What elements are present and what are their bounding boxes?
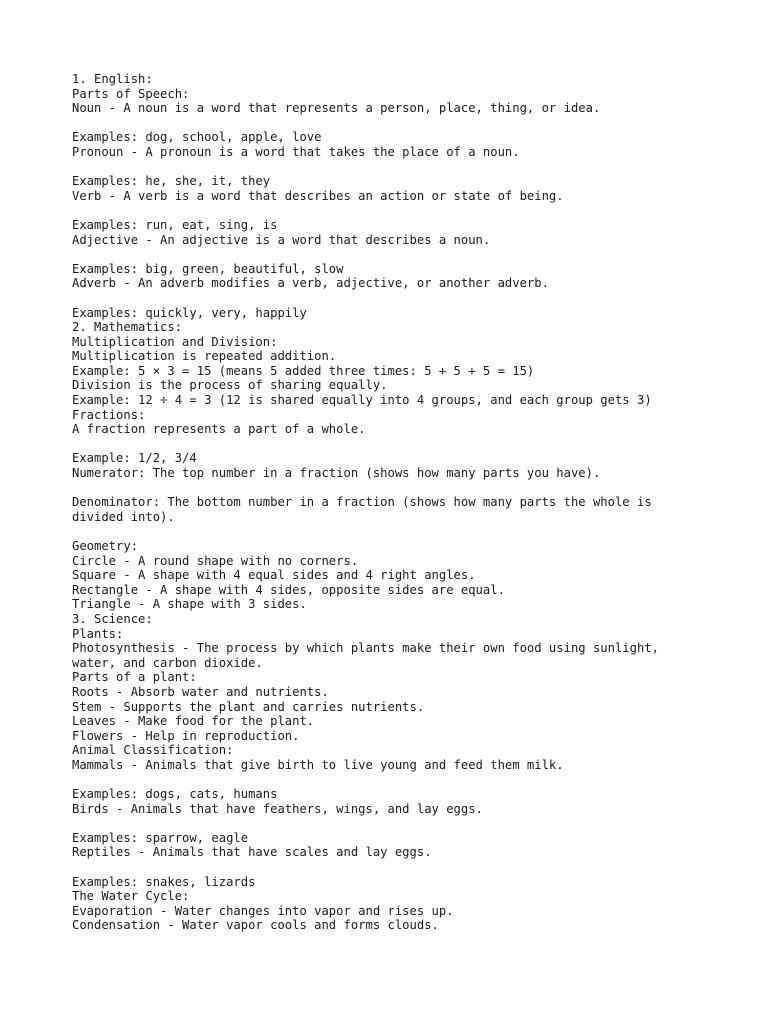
text-line: Examples: sparrow, eagle: [72, 830, 249, 845]
text-line: Parts of Speech:: [72, 86, 190, 101]
text-line: 1. English:: [72, 72, 153, 86]
text-line: 3. Science:: [72, 611, 153, 626]
text-line: Examples: he, she, it, they: [72, 174, 271, 189]
blank-line: [72, 116, 692, 131]
text-line: The Water Cycle:: [72, 889, 190, 904]
text-line: Multiplication and Division:: [72, 334, 278, 349]
text-line: Examples: dog, school, apple, love: [72, 130, 322, 145]
text-line: Adjective - An adjective is a word that describes a noun.: [72, 232, 491, 247]
text-line: 2. Mathematics:: [72, 320, 183, 335]
text-line: Leaves - Make food for the plant.: [72, 714, 315, 729]
text-line: Pronoun - A pronoun is a word that takes the place of a noun.: [72, 144, 520, 159]
text-line: Parts of a plant:: [72, 670, 197, 685]
text-line: Mammals - Animals that give birth to live young and feed them milk.: [72, 757, 564, 772]
text-line: Geometry:: [72, 539, 139, 553]
text-line: Example: 12 ÷ 4 = 3 (12 is shared equally into 4 groups, and each group gets 3): [72, 393, 652, 408]
text-line: Roots - Absorb water and nutrients.: [72, 684, 329, 699]
text-line: Square - A shape with 4 equal sides and 4 right angles.: [72, 568, 476, 583]
blank-line: [72, 437, 692, 452]
text-line: Example: 5 × 3 = 15 (means 5 added three times: 5 + 5 + 5 = 15): [72, 363, 535, 378]
text-line: divided into).: [72, 509, 175, 524]
text-line: Reptiles - Animals that have scales and lay eggs.: [72, 845, 432, 860]
blank-line: [72, 524, 692, 539]
text-line: Examples: dogs, cats, humans: [72, 787, 278, 802]
text-line: Noun - A noun is a word that represents a person, place, thing, or idea.: [72, 101, 601, 116]
blank-line: [72, 773, 692, 788]
text-line: Examples: run, eat, sing, is: [72, 217, 278, 232]
text-line: Birds - Animals that have feathers, wings, and lay eggs.: [72, 801, 483, 816]
blank-line: [72, 816, 692, 831]
text-line: Animal Classification:: [72, 743, 234, 758]
text-line: Condensation - Water vapor cools and forms clouds.: [72, 918, 439, 933]
text-line: Stem - Supports the plant and carries nutrients.: [72, 699, 425, 714]
text-line: Photosynthesis - The process by which plants make their own food using sunlight,: [72, 641, 659, 656]
text-line: Examples: big, green, beautiful, slow: [72, 261, 344, 276]
text-line: Evaporation - Water changes into vapor and rises up.: [72, 903, 454, 918]
text-line: Triangle - A shape with 3 sides.: [72, 597, 307, 612]
blank-line: [72, 481, 692, 496]
text-line: Examples: snakes, lizards: [72, 874, 256, 889]
blank-line: [72, 247, 692, 262]
blank-line: [72, 160, 692, 175]
text-line: Denominator: The bottom number in a fraction (shows how many parts the whole is: [72, 495, 652, 510]
text-line: Plants:: [72, 626, 124, 641]
text-line: A fraction represents a part of a whole.: [72, 422, 366, 437]
blank-line: [72, 860, 692, 875]
text-line: Multiplication is repeated addition.: [72, 349, 337, 364]
text-line: Rectangle - A shape with 4 sides, opposite sides are equal.: [72, 582, 505, 597]
text-line: Example: 1/2, 3/4: [72, 451, 197, 466]
text-line: Adverb - An adverb modifies a verb, adjective, or another adverb.: [72, 276, 549, 291]
document-page: [72, 72, 692, 933]
text-line: Division is the process of sharing equally.: [72, 378, 388, 393]
text-line: Numerator: The top number in a fraction (shows how many parts you have).: [72, 466, 601, 481]
blank-line: [72, 203, 692, 218]
blank-line: [72, 291, 692, 306]
text-line: Examples: quickly, very, happily: [72, 305, 307, 320]
text-line: Fractions:: [72, 407, 146, 422]
text-line: Circle - A round shape with no corners.: [72, 553, 359, 568]
text-line: Flowers - Help in reproduction.: [72, 728, 300, 743]
text-line: water, and carbon dioxide.: [72, 655, 263, 670]
text-line: Verb - A verb is a word that describes an action or state of being.: [72, 188, 564, 203]
